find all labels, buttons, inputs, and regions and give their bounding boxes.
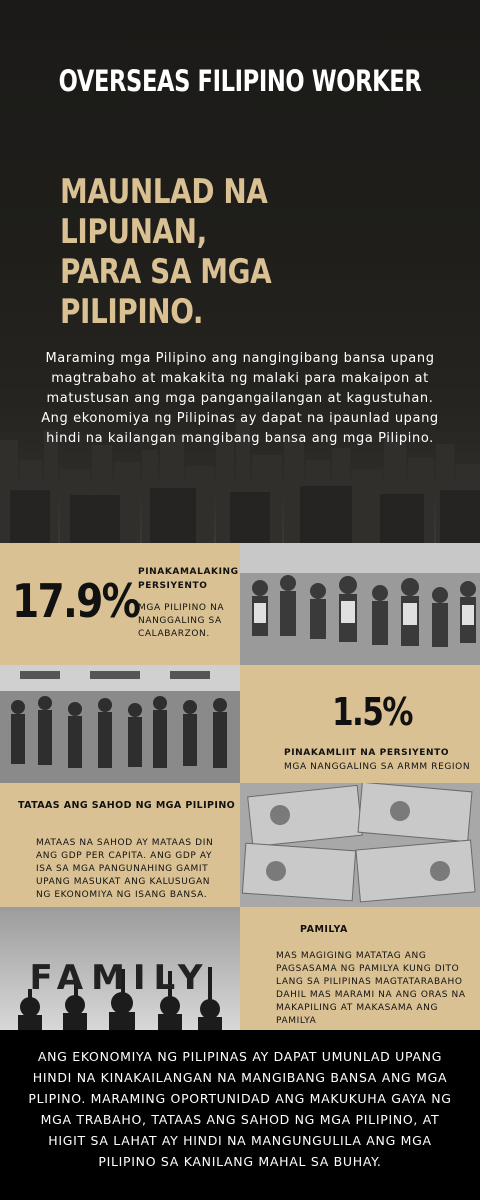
stat-high-description: MGA PILIPINO NA NANGGALING SA CALABARZON.	[138, 603, 225, 639]
stat-low-description: MGA NANGGALING SA ARMM REGION	[284, 762, 471, 772]
hero-section	[0, 0, 480, 543]
stat-low-value: 1.5%	[332, 690, 412, 734]
family-title: PAMILYA	[300, 924, 348, 935]
money-photo	[240, 783, 480, 907]
conclusion-text: ANG EKONOMIYA NG PILIPINAS AY DAPAT UMUNLAD UPANG HINDI NA KINAKAILANGAN NA MANGIBANG BANSA ANG MGA PLIPINO. MARAMING OPORTUNIDAD ANG MAKUKUHA GAYA NG MGA TRABAHO, TATAAS ANG SAHOD NG MGA PILIPINO, AT HIGIT SA LAHAT AY HINDI NA MANGUNGULILA ANG MGA PILIPINO SA KANILANG MAHAL SA BUHAY.	[28, 1049, 452, 1169]
family-sign-text: FAMILY	[29, 958, 211, 998]
crowd-photo	[240, 543, 480, 665]
stat-high-label: PINAKAMALAKING PERSIYENTO	[138, 567, 239, 591]
hero-paragraph: Maraming mga Pilipino ang nangingibang bansa upang magtrabaho at makakita ng malaki para makaipon at matustusan ang mga pangangailangan at kagustuhan. Ang ekonomiya ng Pilipinas ay dapat na ipaunlad upang hindi na kailangan mangibang bansa ang mga Pilipino.	[41, 351, 439, 446]
hero-subtitle-line1: MAUNLAD NA LIPUNAN,	[60, 172, 268, 252]
page-title: OVERSEAS FILIPINO WORKER	[58, 64, 422, 98]
salary-description: MATAAS NA SAHOD AY MATAAS DIN ANG GDP PER CAPITA. ANG GDP AY ISA SA MGA PANGUNAHING GAMIT UPANG MASUKAT ANG KALUSUGAN NG EKONOMIYA NG ISANG BANSA.	[36, 838, 214, 900]
family-description: MAS MAGIGING MATATAG ANG PAGSASAMA NG PAMILYA KUNG DITO LANG SA PILIPINAS MAGTATARABAHO DAHIL MAS MARAMI NA ANG ORAS NA MAKAPILING AT MAKASAMA ANG PAMILYA	[276, 951, 466, 1026]
family-photo	[0, 907, 240, 1030]
salary-title: TATAAS ANG SAHOD NG MGA PILIPINO	[18, 800, 236, 811]
hero-subtitle-line2: PARA SA MGA PILIPINO.	[60, 252, 272, 332]
hero-subtitle	[60, 172, 404, 332]
stat-high-value: 17.9%	[12, 574, 140, 628]
airport-crowd-photo	[0, 665, 240, 783]
stat-low-label: PINAKAMLIIT NA PERSIYENTO	[284, 748, 450, 758]
